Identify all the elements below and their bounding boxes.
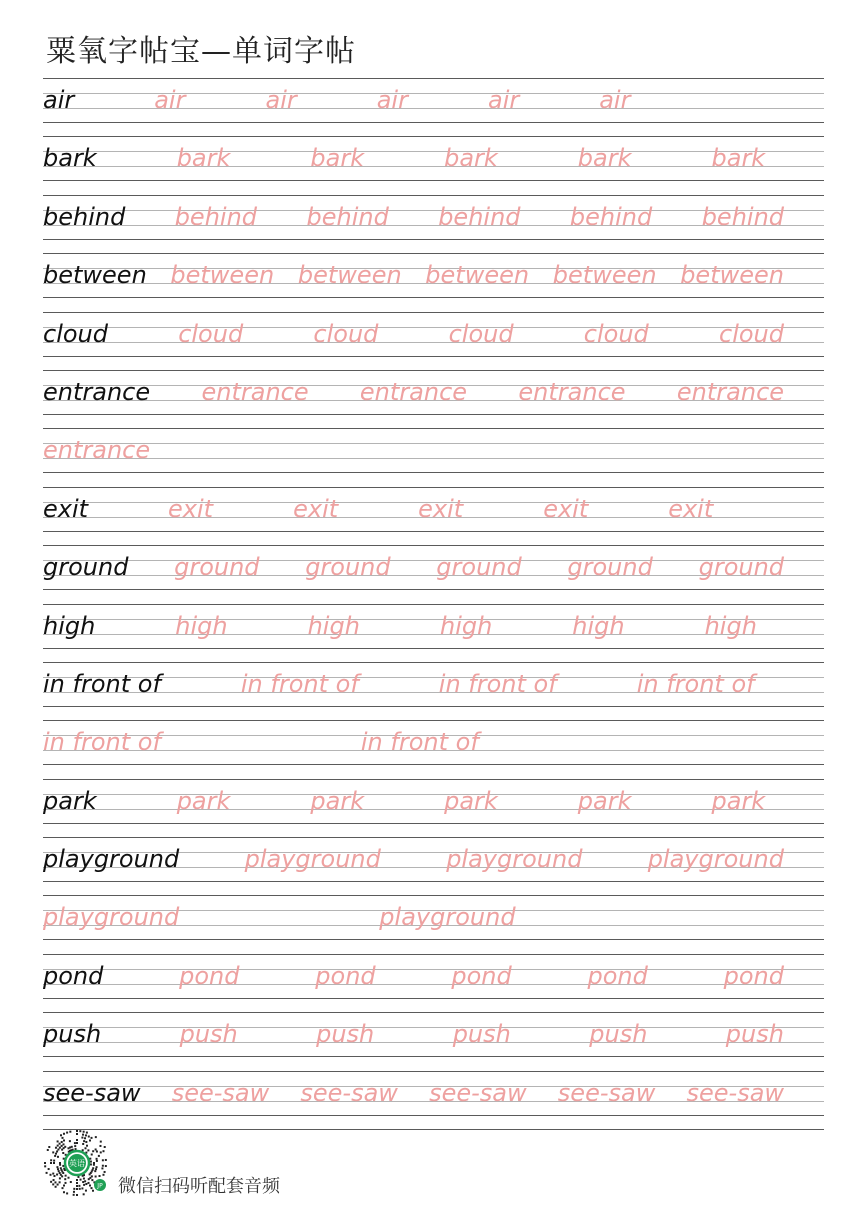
trace-word: in front of xyxy=(360,728,479,757)
trace-word: exit xyxy=(668,494,714,523)
trace-word: exit xyxy=(543,494,589,523)
trace-word: entrance xyxy=(518,377,626,406)
practice-row xyxy=(43,253,824,311)
trace-word: pond xyxy=(723,961,784,990)
trace-word: exit xyxy=(168,494,214,523)
trace-word: in front of xyxy=(240,669,359,698)
practice-row xyxy=(43,136,824,194)
trace-word: push xyxy=(725,1020,784,1049)
trace-word: air xyxy=(265,86,297,114)
practice-row xyxy=(43,312,824,370)
trace-word: behind xyxy=(438,202,521,231)
model-word: entrance xyxy=(43,377,151,406)
model-word: push xyxy=(43,1020,102,1049)
trace-word: exit xyxy=(418,494,464,523)
trace-word: see-saw xyxy=(686,1078,785,1107)
trace-word: cloud xyxy=(313,319,379,348)
model-word: pond xyxy=(43,961,104,990)
trace-word: push xyxy=(589,1020,648,1049)
trace-word: push xyxy=(452,1020,511,1049)
guide-line xyxy=(43,706,824,707)
practice-row xyxy=(43,545,824,603)
trace-word: pond xyxy=(315,961,376,990)
trace-word: bark xyxy=(711,144,766,173)
trace-word: behind xyxy=(569,202,653,231)
page-title: 粟氧字帖宝—单词字帖 xyxy=(46,34,356,69)
model-word: playground xyxy=(43,845,180,874)
trace-word: entrance xyxy=(201,377,309,406)
guide-line xyxy=(43,122,824,123)
trace-word: in front of xyxy=(438,669,557,698)
trace-word: pond xyxy=(451,961,512,990)
trace-word: between xyxy=(170,261,275,290)
trace-word: cloud xyxy=(583,319,649,348)
trace-word: between xyxy=(297,261,402,290)
trace-word: air xyxy=(376,86,408,114)
guide-line xyxy=(43,180,824,181)
guide-line xyxy=(43,297,824,298)
model-word: behind xyxy=(43,202,126,231)
trace-word: cloud xyxy=(448,319,514,348)
guide-line xyxy=(43,881,824,882)
trace-word: between xyxy=(552,261,657,290)
trace-word: bark xyxy=(310,144,365,173)
model-word: see-saw xyxy=(43,1078,141,1107)
trace-word: playground xyxy=(379,903,516,932)
trace-word: behind xyxy=(701,202,785,231)
trace-word: behind xyxy=(306,202,389,231)
guide-line xyxy=(43,531,824,532)
trace-word: high xyxy=(572,611,625,640)
guide-line xyxy=(43,823,824,824)
trace-word: air xyxy=(154,86,186,114)
trace-word: in front of xyxy=(636,669,755,698)
practice-row xyxy=(43,78,824,136)
trace-word: behind xyxy=(174,202,258,231)
trace-word: ground xyxy=(436,553,522,582)
trace-word: cloud xyxy=(719,319,784,348)
guide-line xyxy=(43,356,824,357)
guide-line xyxy=(43,998,824,999)
trace-word: playground xyxy=(446,845,583,874)
trace-word: ground xyxy=(567,553,653,582)
guide-line xyxy=(43,472,824,473)
qr-hint-text: 微信扫码听配套音频 xyxy=(118,1176,280,1197)
guide-line xyxy=(43,1056,824,1057)
guide-line xyxy=(43,648,824,649)
trace-word: ground xyxy=(698,553,785,582)
guide-line xyxy=(43,939,824,940)
guide-line xyxy=(43,764,824,765)
trace-word: air xyxy=(488,86,520,114)
trace-word: playground xyxy=(244,845,381,874)
practice-row xyxy=(43,604,824,662)
trace-word: bark xyxy=(444,144,498,173)
trace-word: bark xyxy=(176,144,231,173)
trace-word: park xyxy=(444,786,498,815)
footer xyxy=(42,1128,442,1198)
trace-word: pond xyxy=(179,961,240,990)
trace-word: high xyxy=(704,611,757,640)
trace-word: see-saw xyxy=(300,1078,398,1107)
trace-word: see-saw xyxy=(557,1078,656,1107)
practice-row xyxy=(43,428,824,486)
practice-row xyxy=(43,837,824,895)
practice-row xyxy=(43,954,824,1012)
trace-word: park xyxy=(310,786,365,815)
trace-word: park xyxy=(711,786,766,815)
trace-word: high xyxy=(175,611,228,640)
trace-word: ground xyxy=(305,553,391,582)
model-word: bark xyxy=(43,144,97,173)
trace-word: cloud xyxy=(178,319,244,348)
model-word: ground xyxy=(43,553,129,582)
handwriting-sheet xyxy=(43,78,824,1130)
model-word: between xyxy=(43,261,147,290)
practice-row xyxy=(43,662,824,720)
trace-word: playground xyxy=(647,845,784,874)
trace-word: between xyxy=(425,261,530,290)
qr-badge-label: 英语 xyxy=(69,1159,85,1168)
guide-line xyxy=(43,589,824,590)
qr-corner-label: JP xyxy=(97,1182,103,1190)
guide-line xyxy=(43,1115,824,1116)
practice-row xyxy=(43,895,824,953)
trace-word: high xyxy=(307,611,360,640)
trace-word: park xyxy=(176,786,231,815)
model-word: in front of xyxy=(43,669,161,698)
practice-row xyxy=(43,195,824,253)
guide-line xyxy=(43,414,824,415)
trace-word: exit xyxy=(293,494,339,523)
trace-word: pond xyxy=(587,961,648,990)
trace-word: entrance xyxy=(359,377,468,406)
trace-word: entrance xyxy=(43,436,151,465)
trace-word: push xyxy=(179,1020,238,1049)
trace-word: see-saw xyxy=(171,1078,270,1107)
trace-word: entrance xyxy=(676,377,785,406)
practice-row xyxy=(43,1071,824,1129)
trace-word: push xyxy=(316,1020,375,1049)
trace-word: see-saw xyxy=(429,1078,527,1107)
guide-line xyxy=(43,239,824,240)
trace-word: bark xyxy=(577,144,632,173)
trace-word: high xyxy=(440,611,493,640)
practice-row xyxy=(43,1012,824,1070)
trace-word: between xyxy=(680,261,784,290)
model-word: air xyxy=(43,86,75,114)
practice-row xyxy=(43,779,824,837)
trace-word: air xyxy=(599,86,631,114)
model-word: cloud xyxy=(43,319,108,348)
practice-row xyxy=(43,370,824,428)
practice-row xyxy=(43,720,824,778)
trace-word: in front of xyxy=(43,728,161,757)
practice-row xyxy=(43,487,824,545)
trace-word: ground xyxy=(174,553,260,582)
trace-word: playground xyxy=(43,903,180,932)
qr-code-icon[interactable] xyxy=(42,1128,112,1198)
model-word: exit xyxy=(43,494,89,523)
trace-word: park xyxy=(577,786,632,815)
model-word: high xyxy=(43,611,96,640)
model-word: park xyxy=(43,786,97,815)
